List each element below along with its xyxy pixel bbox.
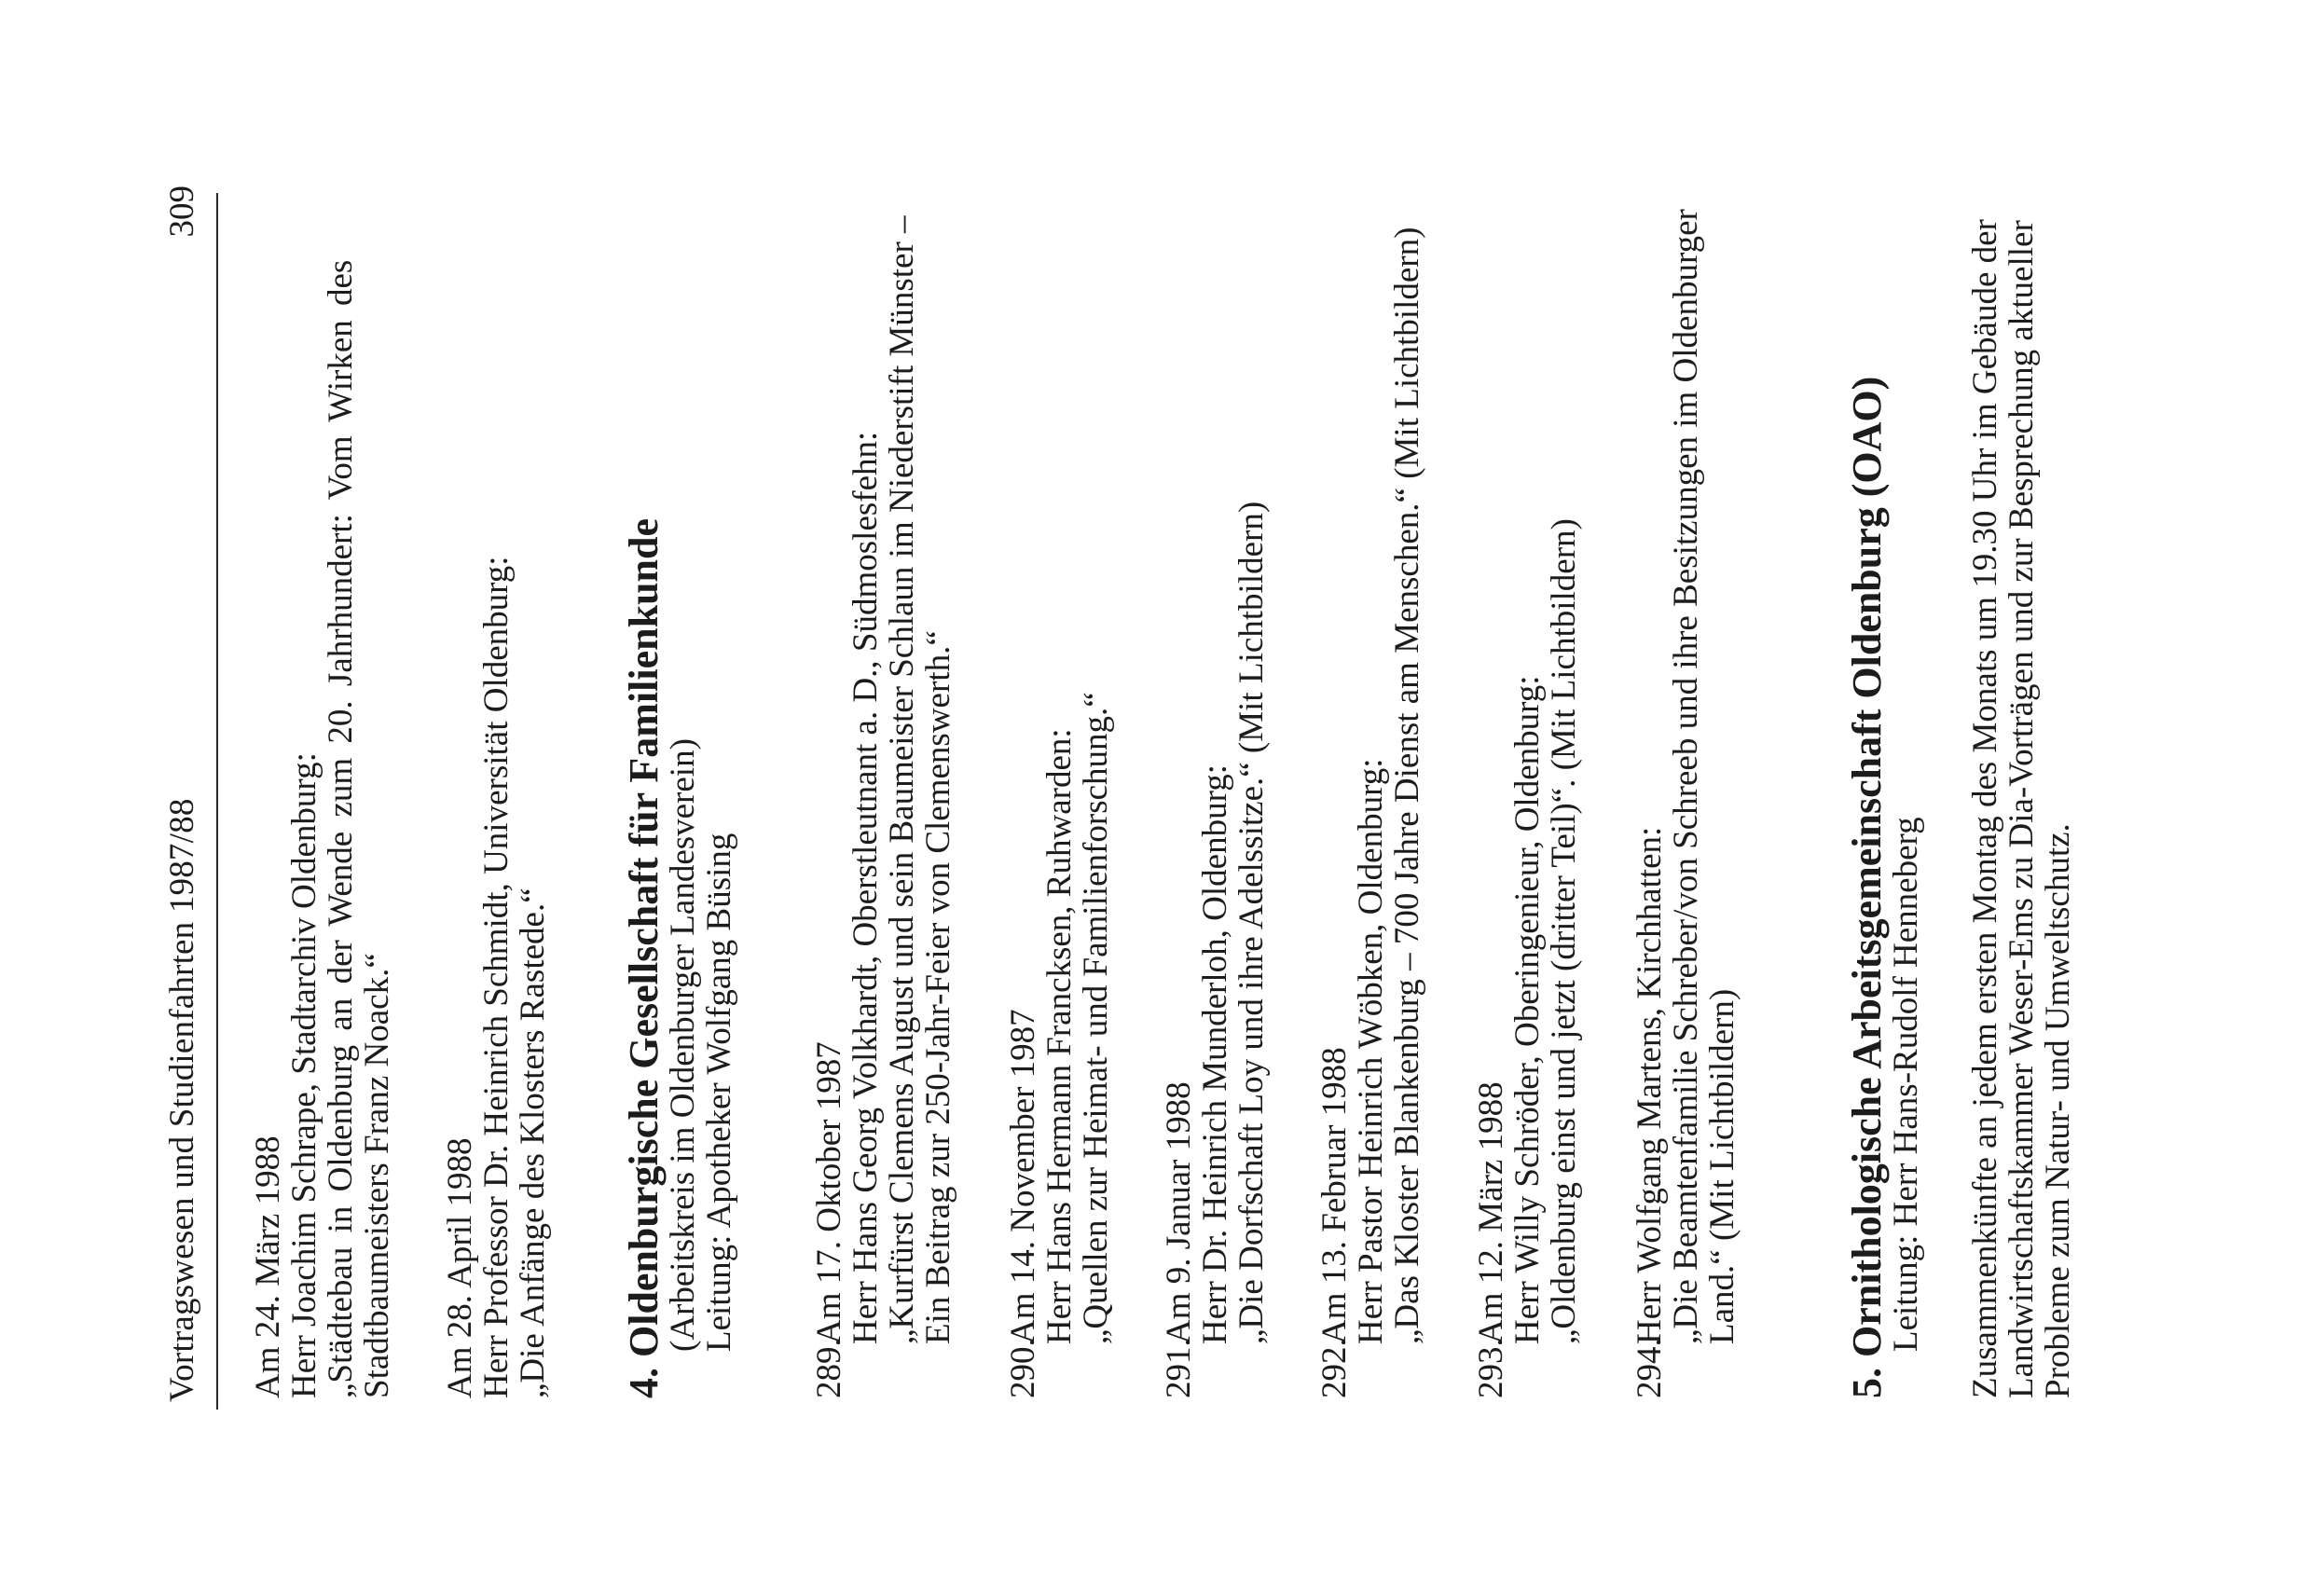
entry-number: 289. xyxy=(810,1338,848,1398)
section-title: Oldenburgische Gesellschaft für Familienkunde xyxy=(621,517,667,1357)
entry-line: Herr Hans Hermann Francksen, Ruhwarden: xyxy=(1040,728,1079,1344)
entry-line: Stadtbaumeisters Franz Noack.“ xyxy=(358,953,396,1398)
entry-date: Am 17. Oktober 1987 xyxy=(810,1041,848,1344)
section-number: 4. xyxy=(621,1368,667,1398)
entry-body xyxy=(1631,196,1741,1344)
paragraph-line: Landwirtschaftskammer Weser-Ems zu Dia-Vorträgen und zur Besprechung aktueller xyxy=(2002,220,2041,1398)
entry-date: Am 9. Januar 1988 xyxy=(1160,1081,1198,1344)
entry-number: 294. xyxy=(1631,1338,1669,1398)
entry-date: Am 13. Februar 1988 xyxy=(1315,1047,1354,1344)
section-5-subheading xyxy=(1888,817,1924,1352)
entry-number: 292. xyxy=(1315,1338,1354,1398)
entry-line: „Die Dorfschaft Loy und ihre Adelssitze.“ (Mit Lichtbildern) xyxy=(1232,501,1271,1344)
running-title: Vortragswesen und Studienfahrten 1987/88 xyxy=(163,798,201,1402)
entry-line: Herr Pastor Heinrich Wöbken, Oldenburg: xyxy=(1352,758,1390,1344)
entry-line: „Die Beamtenfamilie Schreber/von Schreeb und ihre Besitzungen im Oldenburger xyxy=(1667,209,1705,1344)
intro-entry-1 xyxy=(250,196,395,1398)
entry-body xyxy=(811,196,956,1344)
section-5-paragraph xyxy=(1967,196,2076,1398)
entry-date: Am 24. März 1988 xyxy=(249,1135,287,1398)
section-4-subheading xyxy=(665,738,737,1352)
entry-line: „Städtebau in Oldenburg an der Wende zum 20. Jahrhundert: Vom Wirken des xyxy=(322,259,360,1398)
entry-line: „Oldenburg einst und jetzt (dritter Teil)“. (Mit Lichtbildern) xyxy=(1545,518,1583,1344)
entry-line: Herr Wolfgang Martens, Kirchhatten: xyxy=(1631,826,1669,1344)
paragraph-line: Zusammenkünfte an jedem ersten Montag des Monats um 19.30 Uhr im Gebäude der xyxy=(1966,219,2004,1398)
entry-line: „Das Kloster Blankenburg – 700 Jahre Dienst am Menschen.“ (Mit Lichtbildern) xyxy=(1388,227,1426,1344)
section-subtitle: (Arbeitskreis im Oldenburger Landesverein) xyxy=(664,738,702,1352)
section-number: 5. xyxy=(1844,1368,1890,1398)
section-leader: Leitung: Herr Hans-Rudolf Henneberg xyxy=(1887,817,1925,1352)
entry-line: „Kurfürst Clemens August und sein Baumeister Schlaun im Niederstift Münster – xyxy=(883,215,921,1344)
entry-body xyxy=(1316,196,1425,1344)
entry-line: Ein Beitrag zur 250-Jahr-Feier von Clemenswerth.“ xyxy=(919,630,957,1344)
entry-date: Am 28. April 1988 xyxy=(441,1137,479,1398)
entry-line: „Die Anfänge des Klosters Rastede.“ xyxy=(514,887,552,1398)
entry-body xyxy=(1473,196,1582,1344)
section-title: Ornithologische Arbeitsgemeinschaft Oldenburg (OAO) xyxy=(1844,376,1890,1357)
entry-number: 291. xyxy=(1160,1338,1198,1398)
section-leader: Leitung: Apotheker Wolfgang Büsing xyxy=(700,832,738,1352)
entry-line: Herr Professor Dr. Heinrich Schmidt, Universität Oldenburg: xyxy=(477,556,516,1398)
page-number: 309 xyxy=(163,186,201,238)
page-header xyxy=(157,186,213,1402)
entry-line: Land.“ (Mit Lichtbildern) xyxy=(1703,988,1741,1344)
paragraph-line: Probleme zum Natur- und Umweltschutz. xyxy=(2039,823,2077,1398)
entry-line: Herr Joachim Schrape, Stadtarchiv Oldenburg: xyxy=(285,752,323,1398)
intro-entry-2 xyxy=(442,196,551,1398)
entry-number: 290. xyxy=(1004,1338,1042,1398)
section-5-heading xyxy=(1846,377,1889,1398)
header-rule xyxy=(216,193,218,1410)
entry-body xyxy=(1005,196,1114,1344)
section-4-heading xyxy=(623,518,666,1398)
entry-date: Am 12. März 1988 xyxy=(1472,1081,1510,1344)
entry-date: Am 14. November 1987 xyxy=(1004,1009,1042,1344)
entry-line: Herr Hans Georg Volkhardt, Oberstleutnant a. D., Südmoslesfehn: xyxy=(846,431,885,1344)
entry-line: „Quellen zur Heimat- und Familienforschung.“ xyxy=(1077,692,1115,1344)
entry-body xyxy=(1161,196,1270,1344)
entry-number: 293. xyxy=(1472,1338,1510,1398)
entry-line: Herr Dr. Heinrich Munderloh, Oldenburg: xyxy=(1196,764,1234,1344)
entry-line: Herr Willy Schröder, Oberingenieur, Oldenburg: xyxy=(1508,675,1547,1344)
